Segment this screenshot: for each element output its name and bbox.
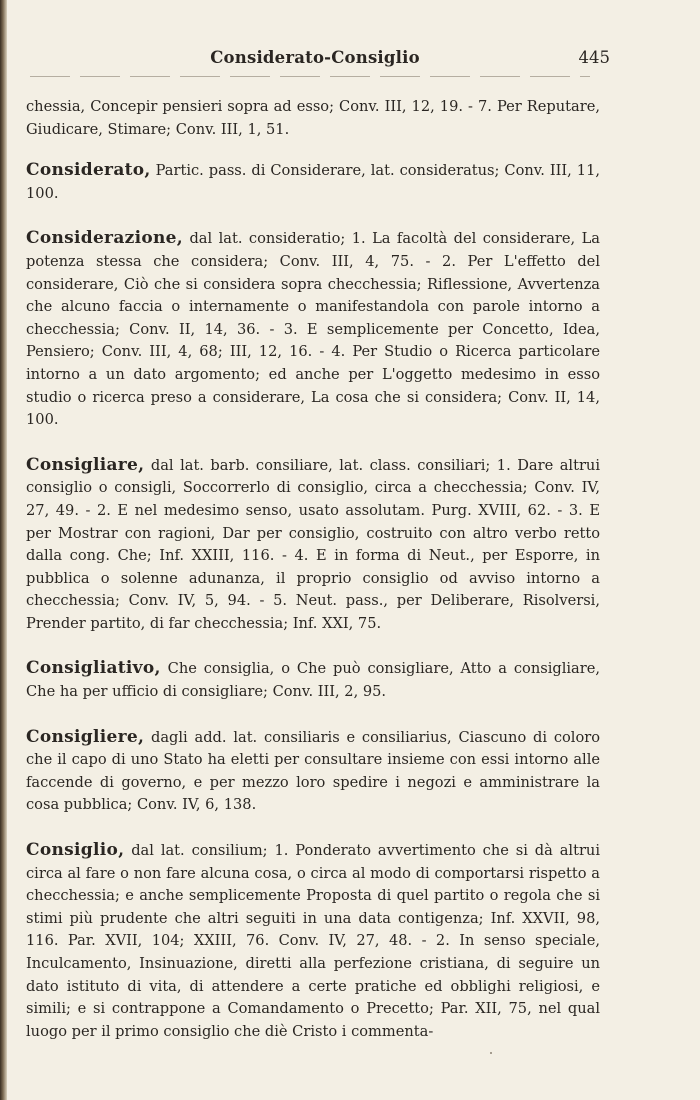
entry-headword: Consigliativo,	[26, 658, 161, 679]
entry-text: Che consiglia, o Che può consigliare, Atto a consigliare, Che ha per ufficio di consigliare; Conv. III, 2, 95.	[26, 660, 600, 701]
entry-headword: Consigliare,	[26, 454, 145, 475]
book-spine-shadow	[0, 0, 7, 1100]
entry-headword: Consigliere,	[26, 726, 145, 747]
entry-text: chessia, Concepir pensieri sopra ad esso; Conv. III, 12, 19. - 7. Per Reputare, Giudicare, Stimare; Conv. III, 1, 51.	[26, 98, 600, 138]
entry-consigliativo	[26, 657, 600, 703]
entry-text: Partic. pass. di Considerare, lat. consideratus; Conv. III, 11, 100.	[26, 162, 600, 202]
page-header	[20, 48, 610, 76]
entry-headword: Considerazione,	[26, 228, 183, 249]
entry-text: dal lat. consideratio; 1. La facoltà del considerare, La potenza stessa che considera; Conv. III, 4, 75. - 2. Per L'effetto del considerare, Ciò che si considera sopra checchessia; Riflessione, Avvertenza che alcuno faccia o internamente o manifestandola con parole intorno a checchessia; Conv. II, 14, 36. - 3. E semplicemente per Concetto, Idea, Pensiero; Conv. III, 4, 68; III, 12, 16. - 4. Per Studio o Ricerca particolare intorno a un dato argomento; ed anche per L'oggetto medesimo in esso studio o ricerca preso a considerare, La cosa che si considera; Conv. II, 14, 100.	[26, 230, 601, 429]
header-rule	[30, 76, 590, 77]
entry-text: dal lat. barb. consiliare, lat. class. consiliari; 1. Dare altrui consiglio o consigli, Soccorrerlo di consiglio, circa a checchessia; Conv. IV, 27, 49. - 2. E nel medesimo senso, usato assolutam. Purg. XVIII, 62. - 3. E per Mostrar con ragioni, Dar per consiglio, costruito con altro verbo retto dalla cong. Che; Inf. XXIII, 116. - 4. E in forma di Neut., per Esporre, in pubblica o solenne adunanza, il proprio consiglio od avviso intorno a checchessia; Conv. IV, 5, 94. - 5. Neut. pass., per Deliberare, Risolversi, Prender partito, di far checchessia; Inf. XXI, 75.	[26, 456, 601, 632]
print-speck	[490, 1052, 492, 1054]
entry-consiglio	[26, 839, 600, 1043]
entry-continuation	[26, 96, 600, 141]
entry-consigliere	[26, 726, 600, 817]
entry-text: dal lat. consilium; 1. Ponderato avvertimento che si dà altrui circa al fare o non fare alcuna cosa, o circa al modo di comportarsi rispetto a checchessia; e anche semplicemente Proposta di quel partito o regola che si stimi più prudente che altri seguiti in una data contigenza; Inf. XXVII, 98, 116. Par. XVII, 104; XXIII, 76. Conv. IV, 27, 48. - 2. In senso speciale, Inculcamento, Insinuazione, diretti alla perfezione cristiana, di seguire un dato istituto di vita, di attendere a certe pratiche ed obblighi religiosi, e simili; e si contrappone a Comandamento o Precetto; Par. XII, 75, nel qual luogo per il primo consiglio che diè Cristo i commenta-	[26, 842, 600, 1040]
entry-headword: Considerato,	[26, 160, 151, 181]
entry-consigliare	[26, 454, 600, 636]
entry-considerato	[26, 159, 600, 205]
entry-text: dagli add. lat. consiliaris e consiliarius, Ciascuno di coloro che il capo di uno Stato ha eletti per consultare insieme con essi intorno alle faccende di governo, e per mezzo loro spedire i negozi e amministrare la cosa pubblica; Conv. IV, 6, 138.	[26, 728, 601, 814]
dictionary-column	[26, 96, 600, 1065]
running-head: Considerato-Consiglio	[210, 48, 420, 67]
entry-considerazione	[26, 227, 600, 431]
page-number: 445	[578, 48, 610, 67]
entry-headword: Consiglio,	[26, 840, 125, 861]
